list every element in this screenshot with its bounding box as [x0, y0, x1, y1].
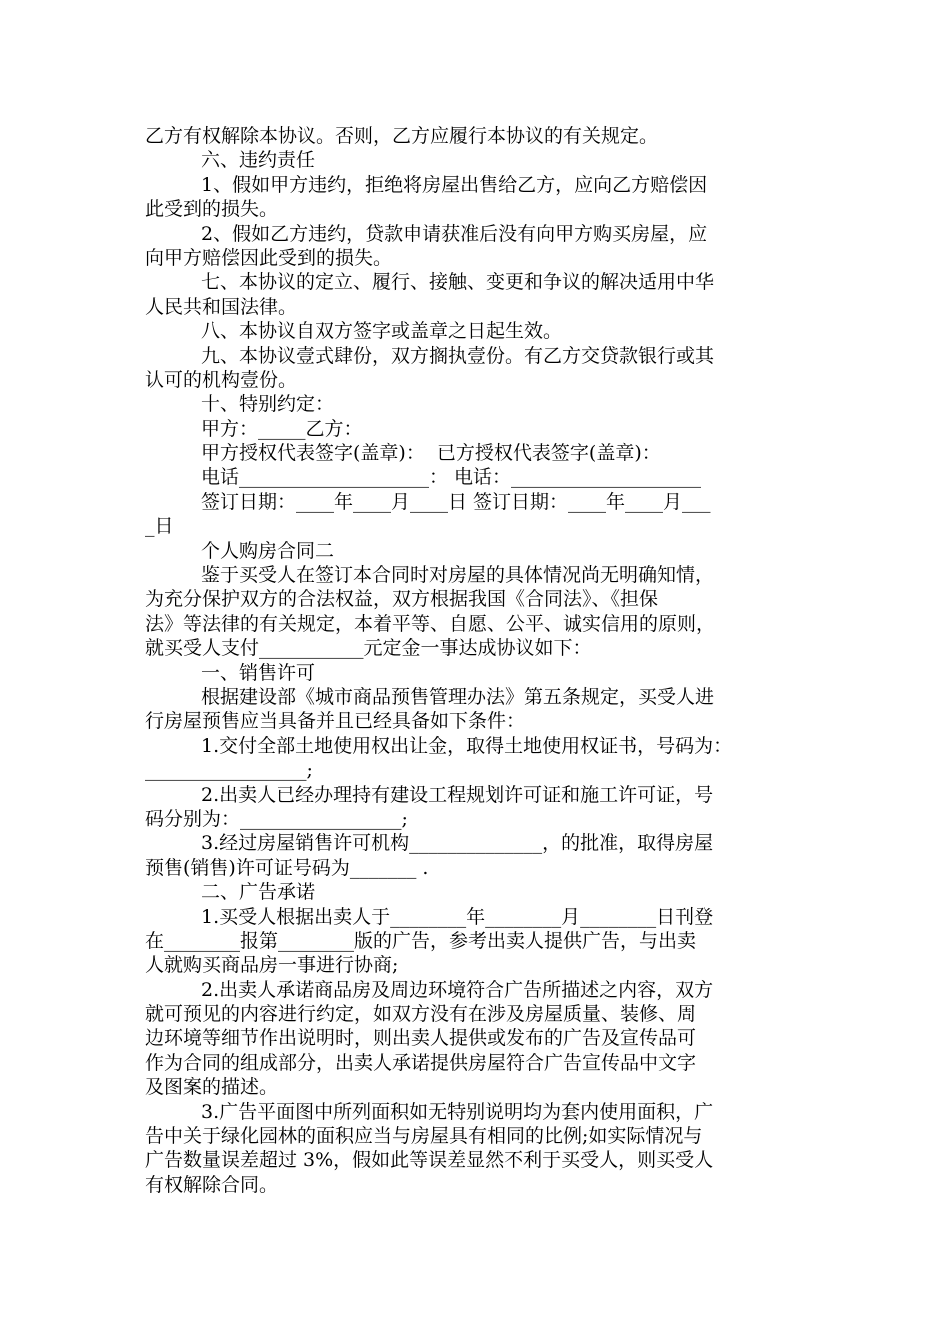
text-line: 2.出卖人已经办理持有建设工程规划许可证和施工许可证，号: [201, 783, 714, 806]
text-line: 作为合同的组成部分，出卖人承诺提供房屋符合广告宣传品中文字: [145, 1051, 697, 1074]
text-line: 一、销售许可: [201, 661, 316, 684]
text-line: 2.出卖人承诺商品房及周边环境符合广告所描述之内容，双方: [201, 978, 714, 1001]
text-line: 1、假如甲方违约，拒绝将房屋出售给乙方，应向乙方赔偿因: [201, 173, 708, 196]
text-line: 行房屋预售应当具备并且已经具备如下条件：: [145, 710, 526, 733]
text-line: 个人购房合同二: [201, 539, 335, 562]
text-line: 就可预见的内容进行约定，如双方没有在涉及房屋质量、装修、周: [145, 1003, 697, 1026]
text-line: 码分别为：_________________;: [145, 807, 408, 830]
text-line: 甲方：_____乙方：: [201, 417, 363, 440]
text-line: 八、本协议自双方签字或盖章之日起生效。: [201, 320, 563, 343]
text-line: _日: [145, 515, 174, 538]
text-line: 乙方有权解除本协议。否则，乙方应履行本协议的有关规定。: [145, 125, 659, 147]
text-line: 十、特别约定：: [201, 393, 335, 416]
text-line: 人就购买商品房一事进行协商;: [145, 954, 399, 977]
text-line: 甲方授权代表签字(盖章)： 已方授权代表签字(盖章)：: [201, 442, 661, 465]
text-line: 向甲方赔偿因此受到的损失。: [145, 246, 393, 269]
text-line: 3.广告平面图中所列面积如无特别说明均为套内使用面积，广: [201, 1100, 714, 1123]
text-line: 就买受人支付___________元定金一事达成协议如下：: [145, 637, 592, 660]
text-line: 法》等法律的有关规定，本着平等、自愿、公平、诚实信用的原则，: [145, 612, 716, 635]
text-line: 根据建设部《城市商品预售管理办法》第五条规定，买受人进: [201, 685, 715, 708]
text-line: 广告数量误差超过 3%，假如此等误差显然不利于买受人，则买受人: [145, 1149, 714, 1172]
text-line: 鉴于买受人在签订本合同时对房屋的具体情况尚无明确知情，: [201, 564, 715, 587]
text-line: 告中关于绿化园林的面积应当与房屋具有相同的比例;如实际情况与: [145, 1125, 703, 1148]
text-line: 1.交付全部土地使用权出让金，取得土地使用权证书，号码为：: [201, 734, 733, 757]
text-line: 1.买受人根据出卖人于________年________月________日刊登: [201, 905, 714, 928]
text-line: 七、本协议的定立、履行、接触、变更和争议的解决适用中华: [201, 271, 715, 294]
text-line: 边环境等细节作出说明时，则出卖人提供或发布的广告及宣传品可: [145, 1027, 697, 1050]
text-line: 此受到的损失。: [145, 198, 279, 221]
text-line: 人民共和国法律。: [145, 295, 298, 318]
text-line: 六、违约责任: [201, 149, 316, 172]
text-line: _________________;: [145, 759, 313, 782]
text-line: 九、本协议壹式肆份，双方搁执壹份。有乙方交贷款银行或其: [201, 344, 715, 367]
text-line: 电话____________________： 电话：____________________: [201, 466, 702, 489]
document-page: [145, 124, 825, 1197]
text-line: 2、假如乙方违约，贷款申请获准后没有向甲方购买房屋，应: [201, 222, 708, 245]
text-line: 有权解除合同。: [145, 1173, 279, 1196]
text-line: 签订日期：____年____月____日 签订日期：____年____月___: [201, 490, 711, 513]
text-line: 及图案的描述。: [145, 1076, 279, 1099]
text-line: 预售(销售)许可证号码为_______ .: [145, 856, 429, 879]
text-line: 为充分保护双方的合法权益，双方根据我国《合同法》、《担保: [145, 588, 659, 611]
text-line: 认可的机构壹份。: [145, 368, 298, 391]
text-line: 二、广告承诺: [201, 881, 316, 904]
text-line: 3.经过房屋销售许可机构______________，的批准，取得房屋: [201, 832, 714, 855]
text-line: 在________报第________版的广告，参考出卖人提供广告，与出卖: [145, 929, 697, 952]
